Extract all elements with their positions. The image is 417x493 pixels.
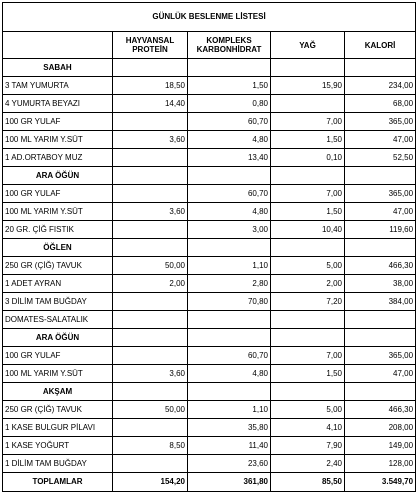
- cell-carb[interactable]: 60,70: [188, 185, 271, 203]
- cell-item[interactable]: 1 DİLİM TAM BUĞDAY: [3, 455, 113, 473]
- table-row: [3, 203, 416, 221]
- table-row: [3, 221, 416, 239]
- cell-item[interactable]: 1 KASE YOĞURT: [3, 437, 113, 455]
- empty-cell[interactable]: [345, 59, 416, 77]
- table-row: [3, 455, 416, 473]
- table-row: [3, 293, 416, 311]
- cell-fat[interactable]: [271, 311, 345, 329]
- cell-calorie[interactable]: 47,00: [345, 203, 416, 221]
- cell-protein[interactable]: [113, 347, 188, 365]
- cell-calorie[interactable]: 384,00: [345, 293, 416, 311]
- empty-cell[interactable]: [188, 329, 271, 347]
- cell-carb[interactable]: 1,50: [188, 77, 271, 95]
- cell-item[interactable]: 100 ML YARIM Y.SÜT: [3, 365, 113, 383]
- cell-calorie[interactable]: 47,00: [345, 131, 416, 149]
- cell-protein[interactable]: 3,60: [113, 203, 188, 221]
- cell-calorie[interactable]: 68,00: [345, 95, 416, 113]
- cell-fat[interactable]: 2,40: [271, 455, 345, 473]
- table-row: [3, 149, 416, 167]
- cell-item[interactable]: 100 GR YULAF: [3, 185, 113, 203]
- empty-cell[interactable]: [271, 329, 345, 347]
- totals-label[interactable]: TOPLAMLAR: [3, 473, 113, 492]
- cell-protein[interactable]: 3,60: [113, 365, 188, 383]
- empty-cell[interactable]: [345, 329, 416, 347]
- table-row: [3, 437, 416, 455]
- cell-carb[interactable]: 11,40: [188, 437, 271, 455]
- cell-calorie[interactable]: 234,00: [345, 77, 416, 95]
- header-cell-item[interactable]: [3, 32, 113, 59]
- total-calorie[interactable]: 3.549,70: [345, 473, 416, 492]
- section-row: [3, 239, 416, 257]
- section-label[interactable]: ARA ÖĞÜN: [3, 167, 113, 185]
- cell-fat[interactable]: 5,00: [271, 401, 345, 419]
- section-label[interactable]: ÖĞLEN: [3, 239, 113, 257]
- cell-protein[interactable]: 50,00: [113, 401, 188, 419]
- sheet-title[interactable]: GÜNLÜK BESLENME LİSTESİ: [3, 3, 416, 32]
- cell-fat[interactable]: 7,90: [271, 437, 345, 455]
- cell-protein[interactable]: [113, 185, 188, 203]
- cell-protein[interactable]: [113, 455, 188, 473]
- cell-carb[interactable]: [188, 311, 271, 329]
- cell-fat[interactable]: 10,40: [271, 221, 345, 239]
- cell-carb[interactable]: 3,00: [188, 221, 271, 239]
- table-row: [3, 275, 416, 293]
- cell-calorie[interactable]: 47,00: [345, 365, 416, 383]
- empty-cell[interactable]: [271, 383, 345, 401]
- cell-protein[interactable]: [113, 419, 188, 437]
- empty-cell[interactable]: [113, 329, 188, 347]
- cell-protein[interactable]: [113, 149, 188, 167]
- cell-carb[interactable]: 1,10: [188, 257, 271, 275]
- cell-item[interactable]: 3 DİLİM TAM BUĞDAY: [3, 293, 113, 311]
- cell-item[interactable]: 100 GR YULAF: [3, 347, 113, 365]
- cell-calorie[interactable]: 466,30: [345, 401, 416, 419]
- table-row: [3, 311, 416, 329]
- empty-cell[interactable]: [188, 59, 271, 77]
- section-row: [3, 59, 416, 77]
- table-row: [3, 401, 416, 419]
- cell-carb[interactable]: 2,80: [188, 275, 271, 293]
- cell-fat[interactable]: 2,00: [271, 275, 345, 293]
- cell-calorie[interactable]: 149,00: [345, 437, 416, 455]
- table-row: [3, 185, 416, 203]
- cell-carb[interactable]: 4,80: [188, 203, 271, 221]
- cell-protein[interactable]: 14,40: [113, 95, 188, 113]
- title-row: [3, 3, 416, 32]
- cell-fat[interactable]: 1,50: [271, 131, 345, 149]
- cell-fat[interactable]: 5,00: [271, 257, 345, 275]
- cell-protein[interactable]: [113, 293, 188, 311]
- header-row: [3, 32, 416, 59]
- header-cell-carb[interactable]: KOMPLEKS KARBONHİDRAT: [188, 32, 271, 59]
- table-row: [3, 419, 416, 437]
- cell-fat[interactable]: 1,50: [271, 365, 345, 383]
- cell-carb[interactable]: 0,80: [188, 95, 271, 113]
- cell-item[interactable]: 250 GR (ÇİĞ) TAVUK: [3, 257, 113, 275]
- empty-cell[interactable]: [113, 59, 188, 77]
- cell-calorie[interactable]: 128,00: [345, 455, 416, 473]
- cell-item[interactable]: 1 KASE BULGUR PİLAVI: [3, 419, 113, 437]
- cell-calorie[interactable]: 52,50: [345, 149, 416, 167]
- cell-fat[interactable]: [271, 95, 345, 113]
- totals-row: [3, 473, 416, 492]
- empty-cell[interactable]: [271, 167, 345, 185]
- empty-cell[interactable]: [271, 239, 345, 257]
- cell-carb[interactable]: 60,70: [188, 347, 271, 365]
- table-row: [3, 95, 416, 113]
- cell-calorie[interactable]: [345, 311, 416, 329]
- cell-calorie[interactable]: 365,00: [345, 185, 416, 203]
- nutrition-table: [2, 2, 416, 492]
- empty-cell[interactable]: [345, 383, 416, 401]
- section-label[interactable]: AKŞAM: [3, 383, 113, 401]
- cell-fat[interactable]: 0,10: [271, 149, 345, 167]
- cell-fat[interactable]: 15,90: [271, 77, 345, 95]
- table-row: [3, 347, 416, 365]
- empty-cell[interactable]: [188, 239, 271, 257]
- cell-item[interactable]: 1 ADET AYRAN: [3, 275, 113, 293]
- empty-cell[interactable]: [113, 383, 188, 401]
- cell-carb[interactable]: 13,40: [188, 149, 271, 167]
- total-protein[interactable]: 154,20: [113, 473, 188, 492]
- table-body: [3, 3, 416, 492]
- table-row: [3, 131, 416, 149]
- section-label[interactable]: ARA ÖĞÜN: [3, 329, 113, 347]
- table-row: [3, 113, 416, 131]
- empty-cell[interactable]: [271, 59, 345, 77]
- cell-calorie[interactable]: 119,60: [345, 221, 416, 239]
- cell-fat[interactable]: 7,00: [271, 347, 345, 365]
- cell-fat[interactable]: 7,00: [271, 185, 345, 203]
- cell-carb[interactable]: 70,80: [188, 293, 271, 311]
- cell-carb[interactable]: 1,10: [188, 401, 271, 419]
- empty-cell[interactable]: [188, 167, 271, 185]
- empty-cell[interactable]: [113, 239, 188, 257]
- cell-calorie[interactable]: 466,30: [345, 257, 416, 275]
- total-fat[interactable]: 85,50: [271, 473, 345, 492]
- cell-item[interactable]: 3 TAM YUMURTA: [3, 77, 113, 95]
- cell-calorie[interactable]: 208,00: [345, 419, 416, 437]
- cell-calorie[interactable]: 38,00: [345, 275, 416, 293]
- cell-fat[interactable]: 7,20: [271, 293, 345, 311]
- cell-carb[interactable]: 4,80: [188, 131, 271, 149]
- cell-protein[interactable]: [113, 221, 188, 239]
- cell-item[interactable]: 100 ML YARIM Y.SÜT: [3, 203, 113, 221]
- cell-fat[interactable]: 7,00: [271, 113, 345, 131]
- cell-calorie[interactable]: 365,00: [345, 113, 416, 131]
- cell-protein[interactable]: 18,50: [113, 77, 188, 95]
- cell-carb[interactable]: 35,80: [188, 419, 271, 437]
- table-row: [3, 77, 416, 95]
- section-row: [3, 383, 416, 401]
- cell-carb[interactable]: 4,80: [188, 365, 271, 383]
- cell-item[interactable]: 100 ML YARIM Y.SÜT: [3, 131, 113, 149]
- section-row: [3, 329, 416, 347]
- cell-carb[interactable]: 23,60: [188, 455, 271, 473]
- table-row: [3, 257, 416, 275]
- total-carb[interactable]: 361,80: [188, 473, 271, 492]
- cell-protein[interactable]: 8,50: [113, 437, 188, 455]
- cell-item[interactable]: 20 GR. ÇİĞ FISTIK: [3, 221, 113, 239]
- header-cell-protein[interactable]: HAYVANSAL PROTEİN: [113, 32, 188, 59]
- table-row: [3, 365, 416, 383]
- cell-item[interactable]: 100 GR YULAF: [3, 113, 113, 131]
- cell-item[interactable]: 4 YUMURTA BEYAZI: [3, 95, 113, 113]
- cell-fat[interactable]: 4,10: [271, 419, 345, 437]
- header-cell-fat[interactable]: YAĞ: [271, 32, 345, 59]
- cell-item[interactable]: 1 AD.ORTABOY MUZ: [3, 149, 113, 167]
- cell-protein[interactable]: 50,00: [113, 257, 188, 275]
- cell-item[interactable]: 250 GR (ÇİĞ) TAVUK: [3, 401, 113, 419]
- header-cell-calorie[interactable]: KALORİ: [345, 32, 416, 59]
- cell-carb[interactable]: 60,70: [188, 113, 271, 131]
- empty-cell[interactable]: [188, 383, 271, 401]
- cell-calorie[interactable]: 365,00: [345, 347, 416, 365]
- empty-cell[interactable]: [345, 239, 416, 257]
- cell-protein[interactable]: 3,60: [113, 131, 188, 149]
- cell-protein[interactable]: [113, 311, 188, 329]
- empty-cell[interactable]: [113, 167, 188, 185]
- cell-fat[interactable]: 1,50: [271, 203, 345, 221]
- cell-protein[interactable]: 2,00: [113, 275, 188, 293]
- section-row: [3, 167, 416, 185]
- section-label[interactable]: SABAH: [3, 59, 113, 77]
- cell-item[interactable]: DOMATES-SALATALIK: [3, 311, 113, 329]
- empty-cell[interactable]: [345, 167, 416, 185]
- cell-protein[interactable]: [113, 113, 188, 131]
